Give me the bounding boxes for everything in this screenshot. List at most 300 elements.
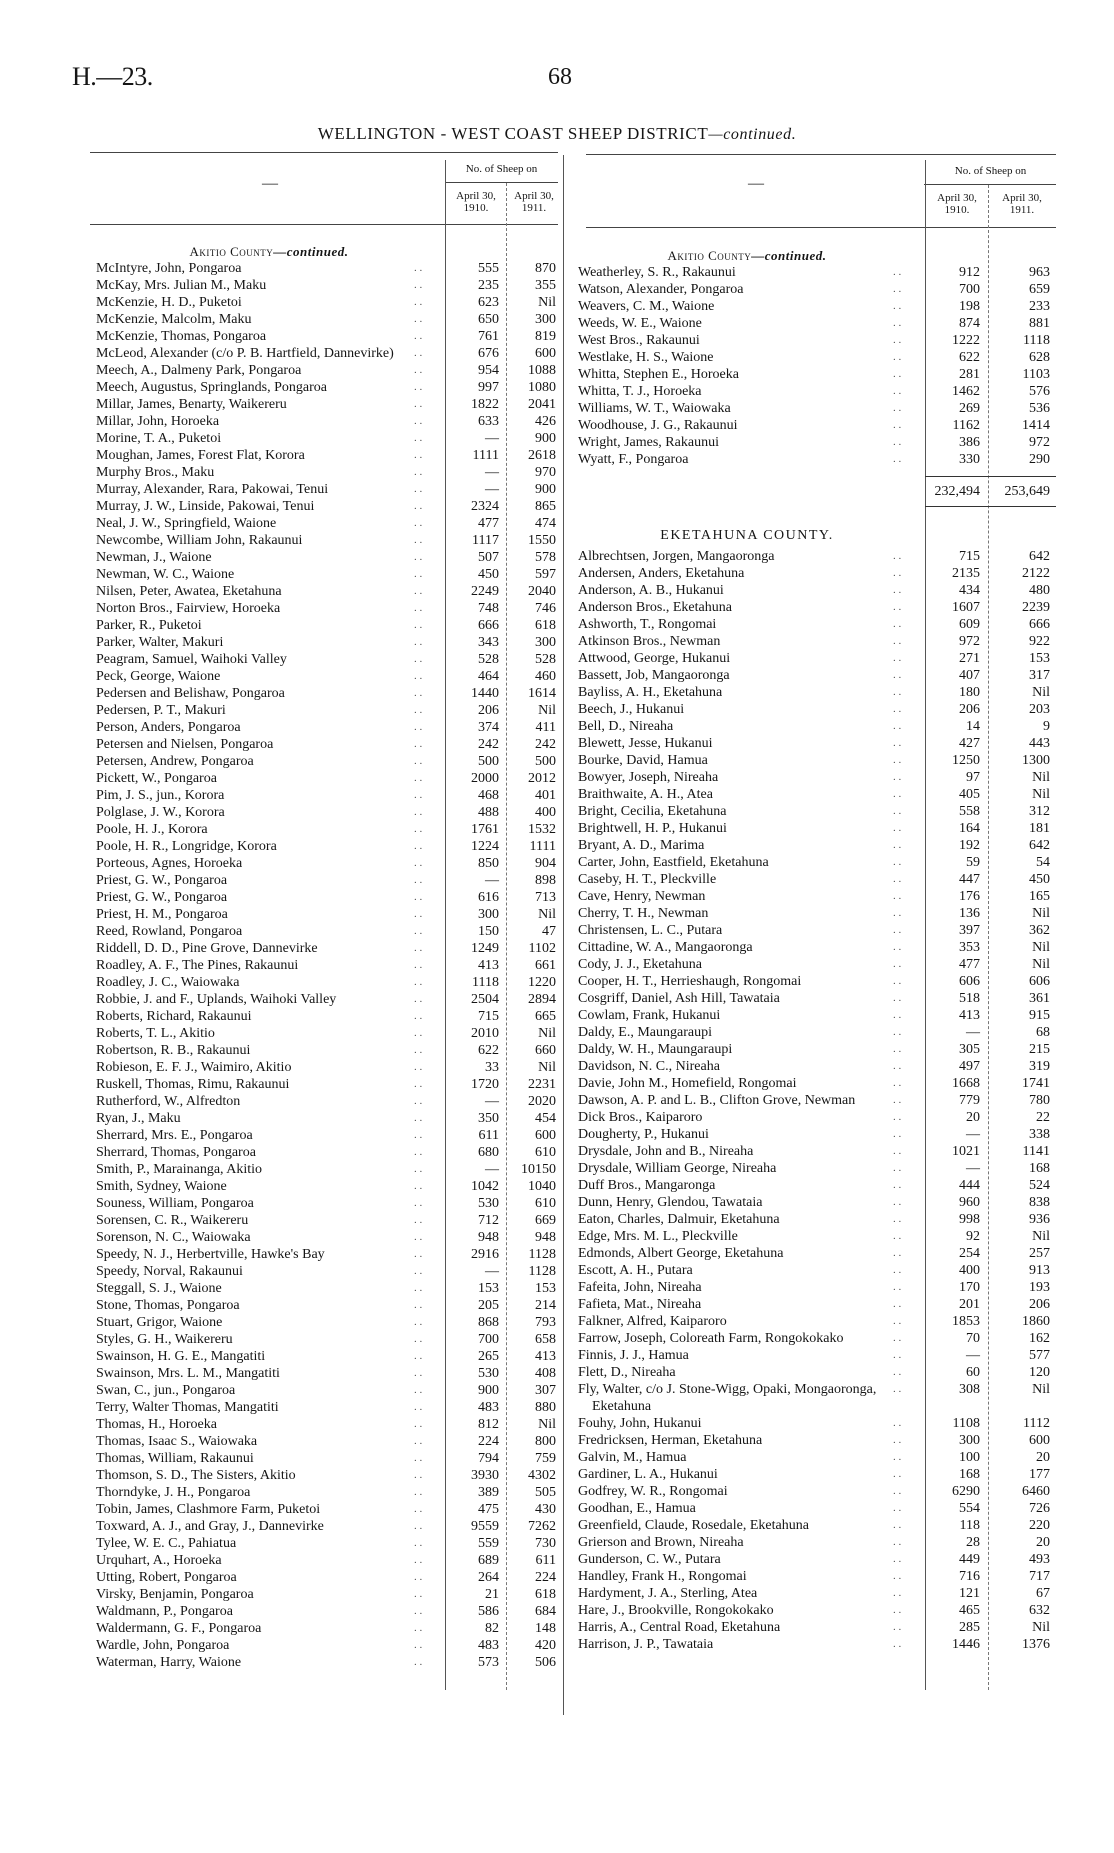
table-row <box>96 634 562 651</box>
owner-name: Roberts, T. L., Akitio <box>96 1026 215 1041</box>
sheep-1911: 597 <box>535 567 556 582</box>
table-row <box>96 1603 562 1620</box>
leader-dots: . . <box>893 1060 902 1072</box>
table-row <box>96 940 562 957</box>
sheep-1910: 555 <box>478 261 499 276</box>
sheep-1911: Nil <box>1032 770 1050 785</box>
table-row <box>578 1058 1056 1075</box>
sheep-1910: — <box>966 1161 980 1176</box>
table-row <box>578 1228 1056 1245</box>
leader-dots: . . <box>893 1247 902 1259</box>
table-row <box>96 770 562 787</box>
table-row <box>96 1484 562 1501</box>
table-row <box>96 1365 562 1382</box>
leader-dots: . . <box>893 1281 902 1293</box>
table-row <box>578 1347 1056 1364</box>
owner-name: Tobin, James, Clashmore Farm, Puketoi <box>96 1502 321 1517</box>
sheep-1910: 305 <box>959 1042 980 1057</box>
sheep-1910: 180 <box>959 685 980 700</box>
owner-name: Utting, Robert, Pongaroa <box>96 1570 237 1585</box>
table-row <box>96 311 562 328</box>
sheep-1911: 900 <box>535 482 556 497</box>
table-row <box>96 498 562 515</box>
owner-name: Westlake, H. S., Waione <box>578 350 714 365</box>
owner-name: Whitta, T. J., Horoeka <box>578 384 702 399</box>
table-row <box>578 1143 1056 1160</box>
owner-name: Falkner, Alfred, Kaiparoro <box>578 1314 727 1329</box>
sheep-1910: 559 <box>478 1536 499 1551</box>
sheep-1911: 780 <box>1029 1093 1050 1108</box>
leader-dots: . . <box>414 330 423 342</box>
leader-dots: . . <box>893 975 902 987</box>
owner-name: Bayliss, A. H., Eketahuna <box>578 685 723 700</box>
table-row <box>578 1330 1056 1347</box>
sheep-1910: 1224 <box>471 839 499 854</box>
county-suffix: —continued. <box>751 248 827 263</box>
table-row <box>96 736 562 753</box>
table-row <box>96 702 562 719</box>
owner-name: Riddell, D. D., Pine Grove, Dannevirke <box>96 941 318 956</box>
sheep-1911: 177 <box>1029 1467 1050 1482</box>
leader-dots: . . <box>414 1435 423 1447</box>
sheep-1910: 475 <box>478 1502 499 1517</box>
sheep-1910: 2010 <box>471 1026 499 1041</box>
leader-dots: . . <box>414 993 423 1005</box>
table-row <box>96 362 562 379</box>
owner-name: Murray, J. W., Linside, Pakowai, Tenui <box>96 499 315 514</box>
table-row <box>96 1586 562 1603</box>
sheep-1910: 850 <box>478 856 499 871</box>
leader-dots: . . <box>414 1384 423 1396</box>
table-row <box>96 991 562 1008</box>
leader-dots: . . <box>893 771 902 783</box>
sheep-1910: 407 <box>959 668 980 683</box>
owner-name: Cave, Henry, Newman <box>578 889 706 904</box>
leader-dots: . . <box>414 398 423 410</box>
leader-dots: . . <box>414 1367 423 1379</box>
sheep-1910: 1118 <box>472 975 499 990</box>
owner-name: Christensen, L. C., Putara <box>578 923 723 938</box>
leader-dots: . . <box>414 279 423 291</box>
sheep-1911: 1088 <box>528 363 556 378</box>
sheep-1911: 361 <box>1029 991 1050 1006</box>
sheep-1911: 660 <box>535 1043 556 1058</box>
table-row <box>578 349 1056 366</box>
owner-name: Neal, J. W., Springfield, Waione <box>96 516 277 531</box>
leader-dots: . . <box>414 1248 423 1260</box>
table-row <box>578 400 1056 417</box>
leader-dots: . . <box>414 789 423 801</box>
sheep-1911: 307 <box>535 1383 556 1398</box>
sheep-1911: 611 <box>535 1553 556 1568</box>
table-row <box>96 1178 562 1195</box>
table-row <box>96 430 562 447</box>
leader-dots: . . <box>414 262 423 274</box>
sheep-1910: 464 <box>478 669 499 684</box>
sheep-1911: 10150 <box>521 1162 556 1177</box>
owner-name: Newman, J., Waione <box>96 550 212 565</box>
sheep-1910: 3930 <box>471 1468 499 1483</box>
title-suffix: —continued. <box>708 126 797 143</box>
table-row <box>578 434 1056 451</box>
owner-name: Wright, James, Rakaunui <box>578 435 719 450</box>
table-row <box>96 1025 562 1042</box>
sheep-1911: 963 <box>1029 265 1050 280</box>
leader-dots: . . <box>893 567 902 579</box>
sheep-1910: 1607 <box>952 600 980 615</box>
table-row <box>96 566 562 583</box>
table-row <box>578 1296 1056 1313</box>
sheep-1911: Nil <box>1032 1382 1050 1397</box>
sheep-1911: 610 <box>535 1196 556 1211</box>
table-row <box>96 277 562 294</box>
leader-dots: . . <box>893 1179 902 1191</box>
sheep-1910: — <box>485 465 499 480</box>
table-row <box>578 837 1056 854</box>
sheep-1910: 350 <box>478 1111 499 1126</box>
sheep-1911: 443 <box>1029 736 1050 751</box>
owner-name: Sherrard, Thomas, Pongaroa <box>96 1145 256 1160</box>
sheep-1910: 386 <box>959 435 980 450</box>
sheep-1911: 524 <box>1029 1178 1050 1193</box>
leader-dots: . . <box>414 721 423 733</box>
total-1910: 232,494 <box>925 476 988 507</box>
table-row <box>96 923 562 940</box>
leader-dots: . . <box>414 857 423 869</box>
owner-name: Murray, Alexander, Rara, Pakowai, Tenui <box>96 482 329 497</box>
owner-name: Roberts, Richard, Rakaunui <box>96 1009 252 1024</box>
leader-dots: . . <box>893 1264 902 1276</box>
sheep-1910: 6290 <box>952 1484 980 1499</box>
leader-dots: . . <box>414 483 423 495</box>
table-row <box>578 616 1056 633</box>
owner-name: Petersen, Andrew, Pongaroa <box>96 754 254 769</box>
sheep-1910: 343 <box>478 635 499 650</box>
owner-name: Albrechtsen, Jorgen, Mangaoronga <box>578 549 775 564</box>
sheep-1911: Nil <box>538 1060 556 1075</box>
sheep-1911: 610 <box>535 1145 556 1160</box>
owner-name: Millar, John, Horoeka <box>96 414 220 429</box>
sheep-table-eketahuna <box>578 548 1056 1653</box>
sheep-1911: 20 <box>1036 1450 1050 1465</box>
sheep-1911: 642 <box>1029 549 1050 564</box>
sheep-1910: 1668 <box>952 1076 980 1091</box>
leader-dots: . . <box>414 1010 423 1022</box>
table-row <box>578 922 1056 939</box>
table-row <box>96 447 562 464</box>
sheep-1911: 500 <box>535 754 556 769</box>
owner-name: Smith, P., Marainanga, Akitio <box>96 1162 263 1177</box>
sheep-1911: 300 <box>535 635 556 650</box>
owner-name: McKay, Mrs. Julian M., Maku <box>96 278 267 293</box>
leader-dots: . . <box>893 1196 902 1208</box>
leader-dots: . . <box>893 652 902 664</box>
sheep-1910: 528 <box>478 652 499 667</box>
table-row <box>578 1211 1056 1228</box>
sheep-1910: 972 <box>959 634 980 649</box>
sheep-1910: 264 <box>478 1570 499 1585</box>
leader-dots: . . <box>414 823 423 835</box>
sheep-1911: 319 <box>1029 1059 1050 1074</box>
table-row <box>578 718 1056 735</box>
table-row <box>96 1008 562 1025</box>
sheep-1911: 148 <box>535 1621 556 1636</box>
table-row <box>578 366 1056 383</box>
sheep-1911: 915 <box>1029 1008 1050 1023</box>
sheep-1910: 468 <box>478 788 499 803</box>
sheep-1911: 413 <box>535 1349 556 1364</box>
leader-dots: . . <box>414 1554 423 1566</box>
leader-dots: . . <box>893 1502 902 1514</box>
table-row <box>96 821 562 838</box>
leader-dots: . . <box>414 1605 423 1617</box>
owner-name: Newcombe, William John, Rakaunui <box>96 533 303 548</box>
sheep-1910: 413 <box>478 958 499 973</box>
owner-name: Poole, H. R., Longridge, Korora <box>96 839 277 854</box>
sheep-1911: 242 <box>535 737 556 752</box>
sheep-1910: 427 <box>959 736 980 751</box>
table-row <box>578 1551 1056 1568</box>
table-row <box>578 1279 1056 1296</box>
owner-name: Terry, Walter Thomas, Mangatiti <box>96 1400 279 1415</box>
sheep-1911: 214 <box>535 1298 556 1313</box>
sheep-1910: 488 <box>478 805 499 820</box>
owner-name: McLeod, Alexander (c/o P. B. Hartfield, Dannevirke) <box>96 346 394 361</box>
sheep-1911: 1532 <box>528 822 556 837</box>
leader-dots: . . <box>414 874 423 886</box>
owner-name: Sherrard, Mrs. E., Pongaroa <box>96 1128 253 1143</box>
leader-dots: . . <box>414 653 423 665</box>
sheep-1910: 779 <box>959 1093 980 1108</box>
table-row <box>578 1500 1056 1517</box>
sheep-1911: 224 <box>535 1570 556 1585</box>
owner-name: Waldermann, G. F., Pongaroa <box>96 1621 262 1636</box>
leader-dots: . . <box>893 1536 902 1548</box>
table-row <box>96 1450 562 1467</box>
owner-name: Atkinson Bros., Newman <box>578 634 721 649</box>
owner-name: Pedersen, P. T., Makuri <box>96 703 226 718</box>
table-row <box>578 650 1056 667</box>
sheep-1911: Nil <box>1032 940 1050 955</box>
sheep-1910: 586 <box>478 1604 499 1619</box>
owner-name: Woodhouse, J. G., Rakaunui <box>578 418 738 433</box>
table-row <box>578 451 1056 468</box>
sheep-1910: 477 <box>478 516 499 531</box>
owner-name: Dawson, A. P. and L. B., Clifton Grove, Newman <box>578 1093 856 1108</box>
table-row <box>96 1280 562 1297</box>
table-row <box>578 599 1056 616</box>
owner-name: Wyatt, F., Pongaroa <box>578 452 689 467</box>
sheep-1911: 746 <box>535 601 556 616</box>
sheep-1911: 600 <box>535 1128 556 1143</box>
leader-dots: . . <box>414 517 423 529</box>
leader-dots: . . <box>893 1638 902 1650</box>
sheep-1911: 493 <box>1029 1552 1050 1567</box>
sheep-1911: 401 <box>535 788 556 803</box>
owner-name: Weatherley, S. R., Rakaunui <box>578 265 736 280</box>
table-row <box>96 1433 562 1450</box>
table-row <box>578 332 1056 349</box>
sheep-1910: 997 <box>478 380 499 395</box>
sheep-1911: 1080 <box>528 380 556 395</box>
sheep-1911: 2041 <box>528 397 556 412</box>
sheep-1910: 269 <box>959 401 980 416</box>
table-row <box>578 1432 1056 1449</box>
owner-name: Escott, A. H., Putara <box>578 1263 693 1278</box>
sheep-1910: 1021 <box>952 1144 980 1159</box>
sheep-1910: 874 <box>959 316 980 331</box>
sheep-1910: 28 <box>966 1535 980 1550</box>
sheep-1910: 2000 <box>471 771 499 786</box>
sheep-1911: 450 <box>1029 872 1050 887</box>
sheep-1911: 47 <box>542 924 556 939</box>
table-row <box>96 1161 562 1178</box>
leader-dots: . . <box>893 584 902 596</box>
sheep-1911: 665 <box>535 1009 556 1024</box>
sheep-1911: 233 <box>1029 299 1050 314</box>
sheep-1911: 193 <box>1029 1280 1050 1295</box>
blank-column-header: — <box>748 175 764 192</box>
leader-dots: . . <box>893 822 902 834</box>
owner-name: Parker, Walter, Makuri <box>96 635 224 650</box>
sheep-1910: 500 <box>478 754 499 769</box>
sheep-1911: 203 <box>1029 702 1050 717</box>
sheep-1910: 1111 <box>472 448 499 463</box>
leader-dots: . . <box>893 317 902 329</box>
leader-dots: . . <box>414 551 423 563</box>
sheep-1910: 497 <box>959 1059 980 1074</box>
owner-name: Cittadine, W. A., Mangaoronga <box>578 940 753 955</box>
sheep-1911: Nil <box>1032 1229 1050 1244</box>
leader-dots: . . <box>414 500 423 512</box>
owner-name: Morine, T. A., Puketoi <box>96 431 222 446</box>
owner-name: Fouhy, John, Hukanui <box>578 1416 702 1431</box>
owner-name: Attwood, George, Hukanui <box>578 651 731 666</box>
table-row <box>96 1144 562 1161</box>
leader-dots: . . <box>414 1180 423 1192</box>
sheep-1911: Nil <box>1032 787 1050 802</box>
sheep-1910: 666 <box>478 618 499 633</box>
owner-name: Whitta, Stephen E., Horoeka <box>578 367 739 382</box>
county-suffix: —continued. <box>273 244 349 259</box>
owner-name: Priest, G. W., Pongaroa <box>96 890 228 905</box>
total-1911: 253,649 <box>988 476 1056 507</box>
sheep-1910: 1108 <box>952 1416 980 1431</box>
owner-name: Pickett, W., Pongaroa <box>96 771 217 786</box>
owner-name: Beech, J., Hukanui <box>578 702 685 717</box>
table-row <box>96 787 562 804</box>
table-row <box>96 294 562 311</box>
table-row <box>578 315 1056 332</box>
table-row <box>96 1314 562 1331</box>
leader-dots: . . <box>414 1622 423 1634</box>
sheep-1911: 120 <box>1029 1365 1050 1380</box>
owner-name: Davidson, N. C., Nireaha <box>578 1059 720 1074</box>
owner-name: Norton Bros., Fairview, Horoeka <box>96 601 281 616</box>
owner-name: Robieson, E. F. J., Waimiro, Akitio <box>96 1060 292 1075</box>
leader-dots: . . <box>893 334 902 346</box>
table-row <box>96 583 562 600</box>
owner-name: Bourke, David, Hamua <box>578 753 708 768</box>
owner-name: Eaton, Charles, Dalmuir, Eketahuna <box>578 1212 780 1227</box>
leader-dots: . . <box>414 738 423 750</box>
sheep-1911: 153 <box>535 1281 556 1296</box>
owner-name: Reed, Rowland, Pongaroa <box>96 924 243 939</box>
leader-dots: . . <box>893 788 902 800</box>
owner-name: Daldy, W. H., Maungaraupi <box>578 1042 733 1057</box>
leader-dots: . . <box>414 1316 423 1328</box>
leader-dots: . . <box>893 941 902 953</box>
sheep-1910: — <box>485 1162 499 1177</box>
owner-name: Hardyment, J. A., Sterling, Atea <box>578 1586 758 1601</box>
sheep-1911: 2239 <box>1022 600 1050 615</box>
leader-dots: . . <box>414 1044 423 1056</box>
sheep-1911: 2020 <box>528 1094 556 1109</box>
sheep-1910: 9559 <box>471 1519 499 1534</box>
table-row <box>578 633 1056 650</box>
sheep-1910: 650 <box>478 312 499 327</box>
table-row <box>96 532 562 549</box>
owner-name: Fly, Walter, c/o J. Stone-Wigg, Opaki, Mongaoronga, Eketahuna <box>578 1382 877 1414</box>
sheep-1911: 4302 <box>528 1468 556 1483</box>
sheep-1911: Nil <box>538 1026 556 1041</box>
table-row <box>96 1110 562 1127</box>
sheep-1911: Nil <box>538 703 556 718</box>
col-1910-header: April 30, 1910. <box>456 190 496 214</box>
sheep-1911: 480 <box>1029 583 1050 598</box>
sheep-1910: 1446 <box>952 1637 980 1652</box>
owner-name: Rutherford, W., Alfredton <box>96 1094 241 1109</box>
owner-name: Speedy, Norval, Rakaunui <box>96 1264 243 1279</box>
table-row <box>96 855 562 872</box>
table-row <box>96 974 562 991</box>
owner-name: Souness, William, Pongaroa <box>96 1196 254 1211</box>
owner-name: Gunderson, C. W., Putara <box>578 1552 721 1567</box>
table-row <box>578 1160 1056 1177</box>
sheep-1910: 609 <box>959 617 980 632</box>
leader-dots: . . <box>893 1570 902 1582</box>
owner-name: Thomson, S. D., The Sisters, Akitio <box>96 1468 296 1483</box>
owner-name: Polglase, J. W., Korora <box>96 805 225 820</box>
sheep-1911: 600 <box>1029 1433 1050 1448</box>
owner-name: Cosgriff, Daniel, Ash Hill, Tawataia <box>578 991 780 1006</box>
leader-dots: . . <box>414 619 423 631</box>
leader-dots: . . <box>414 1214 423 1226</box>
sheep-1910: 281 <box>959 367 980 382</box>
title-text: WELLINGTON - WEST COAST SHEEP DISTRICT <box>317 124 709 143</box>
leader-dots: . . <box>893 1587 902 1599</box>
sheep-1911: 7262 <box>528 1519 556 1534</box>
sheep-1911: 1614 <box>528 686 556 701</box>
sheep-1910: 33 <box>485 1060 499 1075</box>
owner-name: Waldmann, P., Pongaroa <box>96 1604 233 1619</box>
sheep-1910: 761 <box>478 329 499 344</box>
sheep-1911: 972 <box>1029 435 1050 450</box>
sheep-1911: Nil <box>1032 957 1050 972</box>
owner-name: Davie, John M., Homefield, Rongomai <box>578 1076 797 1091</box>
table-row <box>578 1585 1056 1602</box>
table-row <box>578 1262 1056 1279</box>
table-row <box>96 379 562 396</box>
leader-dots: . . <box>893 453 902 465</box>
leader-dots: . . <box>893 1621 902 1633</box>
owner-name: Watson, Alexander, Pongaroa <box>578 282 744 297</box>
sheep-1911: 659 <box>1029 282 1050 297</box>
leader-dots: . . <box>414 1163 423 1175</box>
leader-dots: . . <box>893 1366 902 1378</box>
sheep-1911: 793 <box>535 1315 556 1330</box>
leader-dots: . . <box>414 364 423 376</box>
